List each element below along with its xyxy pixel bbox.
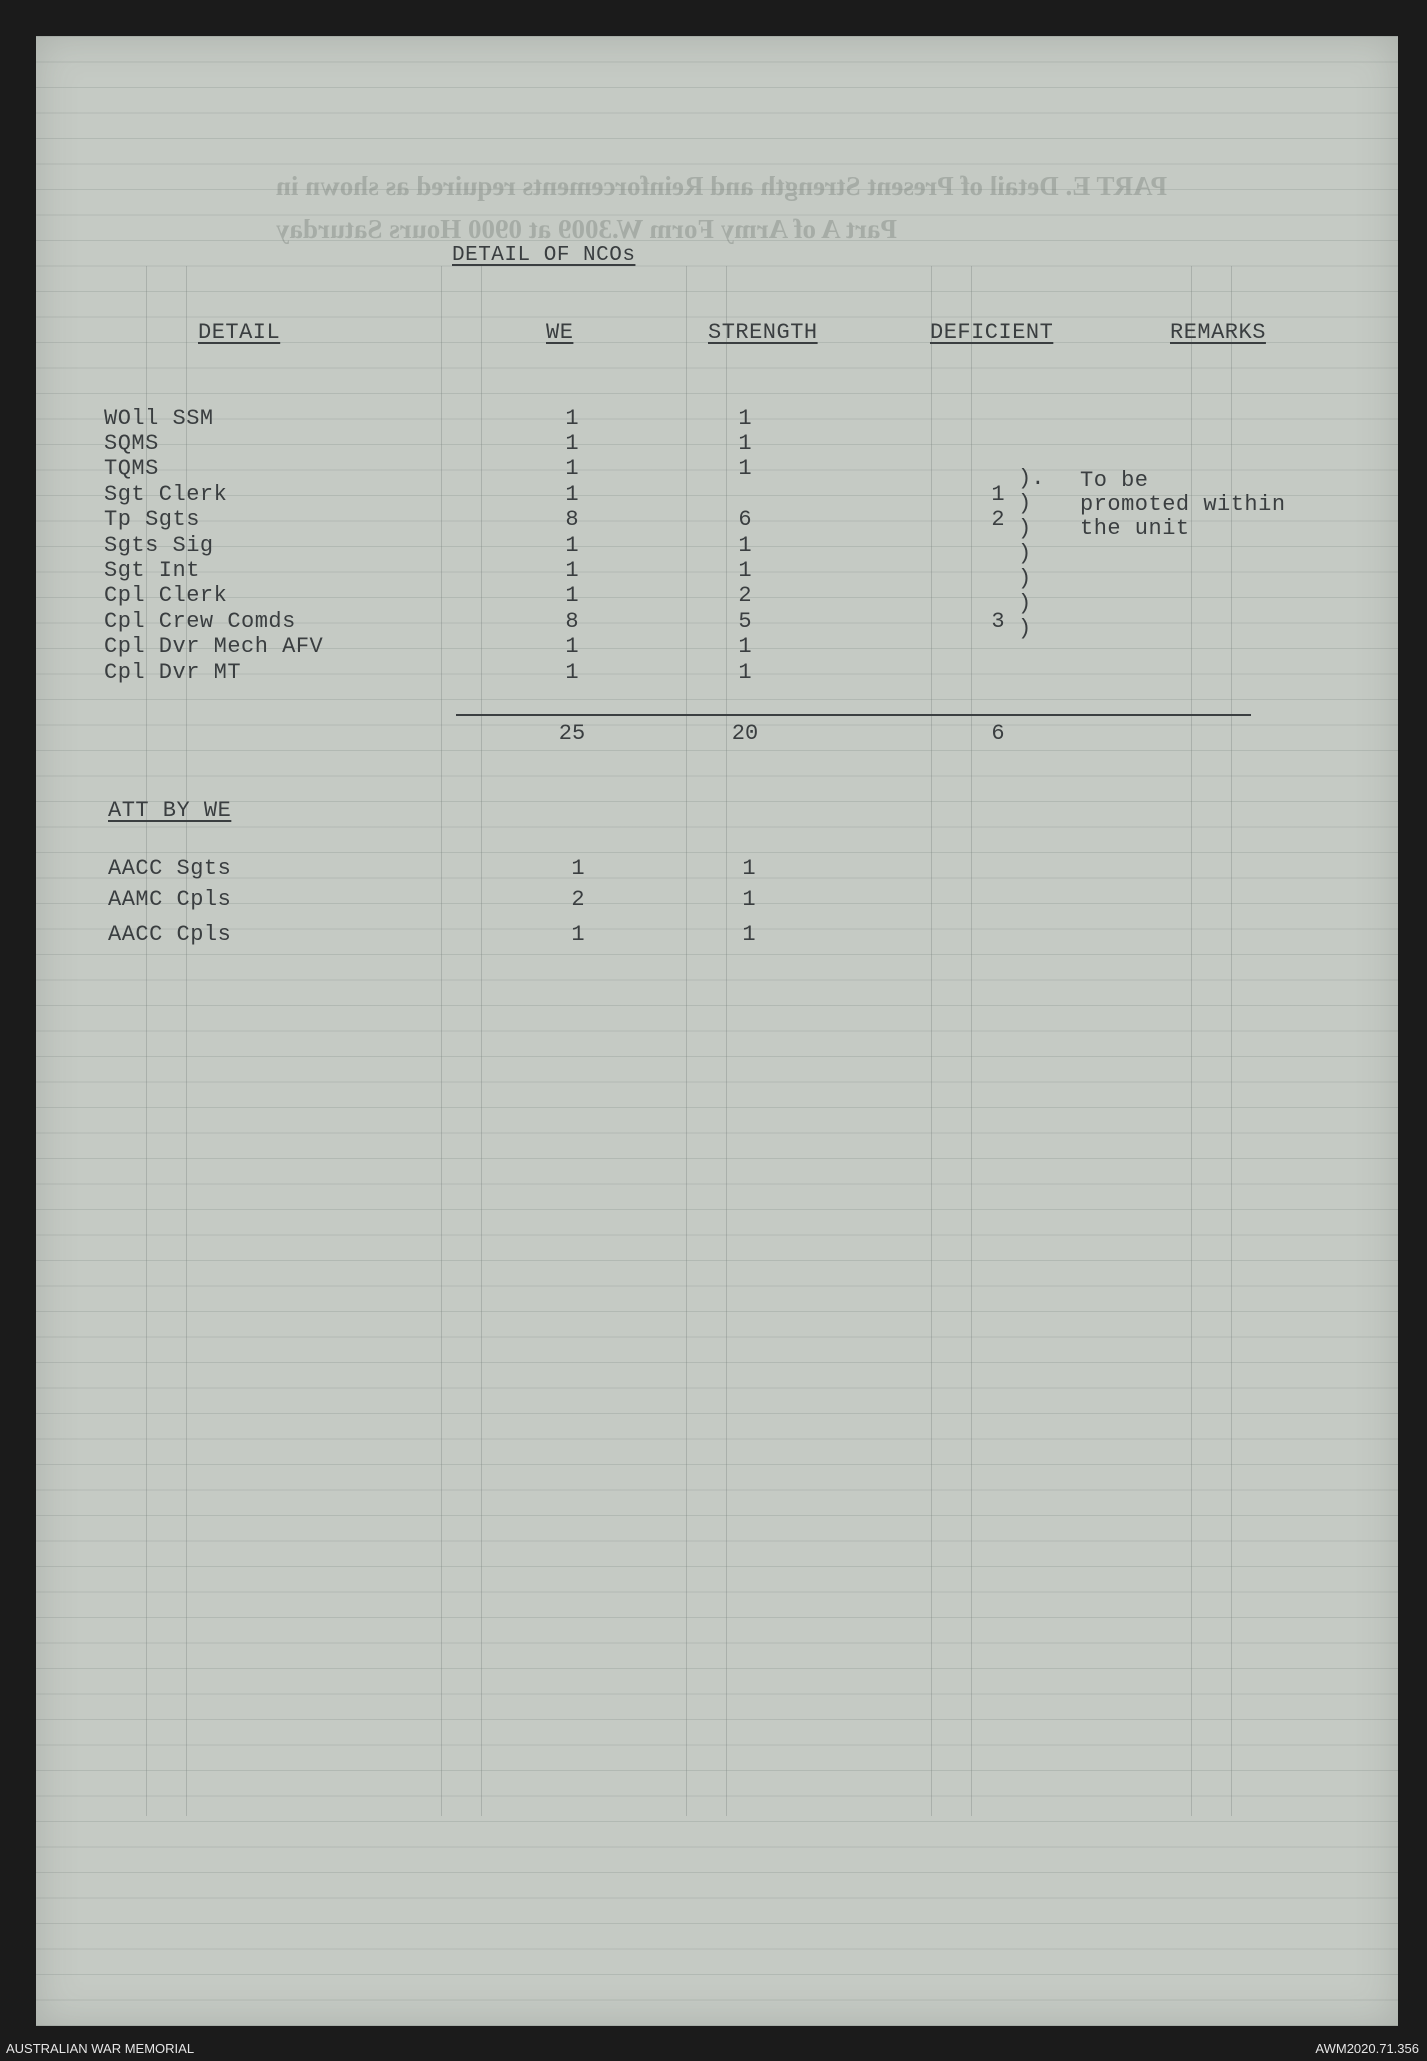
row-strength: 5	[738, 609, 752, 634]
att-row-detail: AACC Cpls	[108, 922, 232, 947]
bracket-mark: )	[1018, 516, 1032, 541]
row-we: 1	[565, 406, 579, 431]
row-we: 1	[565, 533, 579, 558]
total-strength: 20	[731, 721, 759, 746]
total-we: 25	[558, 721, 586, 746]
row-deficient: 3	[991, 609, 1005, 634]
column-header-strength: STRENGTH	[708, 320, 818, 345]
bracket-mark: )	[1018, 491, 1032, 516]
remark-line: To be	[1080, 468, 1149, 493]
grid-line	[726, 266, 727, 1816]
document-title: DETAIL OF NCOs	[452, 244, 636, 267]
att-section-heading: ATT BY WE	[108, 798, 232, 823]
grid-line	[686, 266, 687, 1816]
show-through-line-1: PART E. Detail of Present Strength and Reinforcements required as shown in	[276, 171, 1168, 201]
att-row-we: 1	[571, 856, 585, 881]
row-we: 1	[565, 660, 579, 685]
row-detail: Cpl Crew Comds	[104, 609, 296, 634]
row-strength: 1	[738, 533, 752, 558]
row-strength: 6	[738, 507, 752, 532]
grid-line	[971, 266, 972, 1816]
column-header-remarks: REMARKS	[1170, 320, 1266, 345]
grid-line	[441, 266, 442, 1816]
row-detail: SQMS	[104, 431, 159, 456]
remark-line: the unit	[1080, 516, 1190, 541]
bracket-mark: )	[1018, 541, 1032, 566]
row-we: 1	[565, 583, 579, 608]
row-strength: 1	[738, 660, 752, 685]
row-strength: 1	[738, 456, 752, 481]
row-strength: 1	[738, 558, 752, 583]
row-we: 1	[565, 482, 579, 507]
att-row-we: 2	[571, 887, 585, 912]
att-row-strength: 1	[742, 887, 756, 912]
row-strength: 1	[738, 431, 752, 456]
archive-footer	[0, 2036, 1427, 2061]
grid-line	[481, 266, 482, 1816]
document-page	[36, 36, 1398, 2026]
row-strength: 1	[738, 406, 752, 431]
row-strength: 2	[738, 583, 752, 608]
bracket-mark: )	[1018, 616, 1032, 641]
row-detail: WOll SSM	[104, 406, 214, 431]
row-detail: TQMS	[104, 456, 159, 481]
row-detail: Sgt Int	[104, 558, 200, 583]
row-we: 8	[565, 609, 579, 634]
bracket-mark: )	[1018, 591, 1032, 616]
remark-line: promoted within	[1080, 492, 1286, 517]
row-deficient: 1	[991, 482, 1005, 507]
att-row-strength: 1	[742, 856, 756, 881]
column-header-deficient: DEFICIENT	[930, 320, 1054, 345]
footer-left: AUSTRALIAN WAR MEMORIAL	[6, 2041, 195, 2056]
row-detail: Cpl Dvr MT	[104, 660, 242, 685]
att-row-detail: AACC Sgts	[108, 856, 232, 881]
grid-line	[931, 266, 932, 1816]
row-we: 1	[565, 634, 579, 659]
row-strength: 1	[738, 634, 752, 659]
total-deficient: 6	[991, 721, 1005, 746]
bracket-mark: )	[1018, 566, 1032, 591]
column-header-we: WE	[546, 320, 574, 345]
row-we: 1	[565, 558, 579, 583]
row-detail: Sgts Sig	[104, 533, 214, 558]
row-detail: Sgt Clerk	[104, 482, 228, 507]
att-row-detail: AAMC Cpls	[108, 887, 232, 912]
bracket-mark: ).	[1018, 466, 1045, 491]
row-we: 1	[565, 431, 579, 456]
row-we: 1	[565, 456, 579, 481]
footer-right: AWM2020.71.356	[1315, 2041, 1419, 2056]
row-we: 8	[565, 507, 579, 532]
att-row-we: 1	[571, 922, 585, 947]
row-detail: Cpl Clerk	[104, 583, 228, 608]
row-detail: Cpl Dvr Mech AFV	[104, 634, 324, 659]
show-through-line-2: Part A of Army Form W.3009 at 0900 Hours Saturday	[276, 214, 897, 244]
total-rule	[456, 714, 1251, 716]
row-deficient: 2	[991, 507, 1005, 532]
row-detail: Tp Sgts	[104, 507, 200, 532]
column-header-detail: DETAIL	[198, 320, 281, 345]
att-row-strength: 1	[742, 922, 756, 947]
